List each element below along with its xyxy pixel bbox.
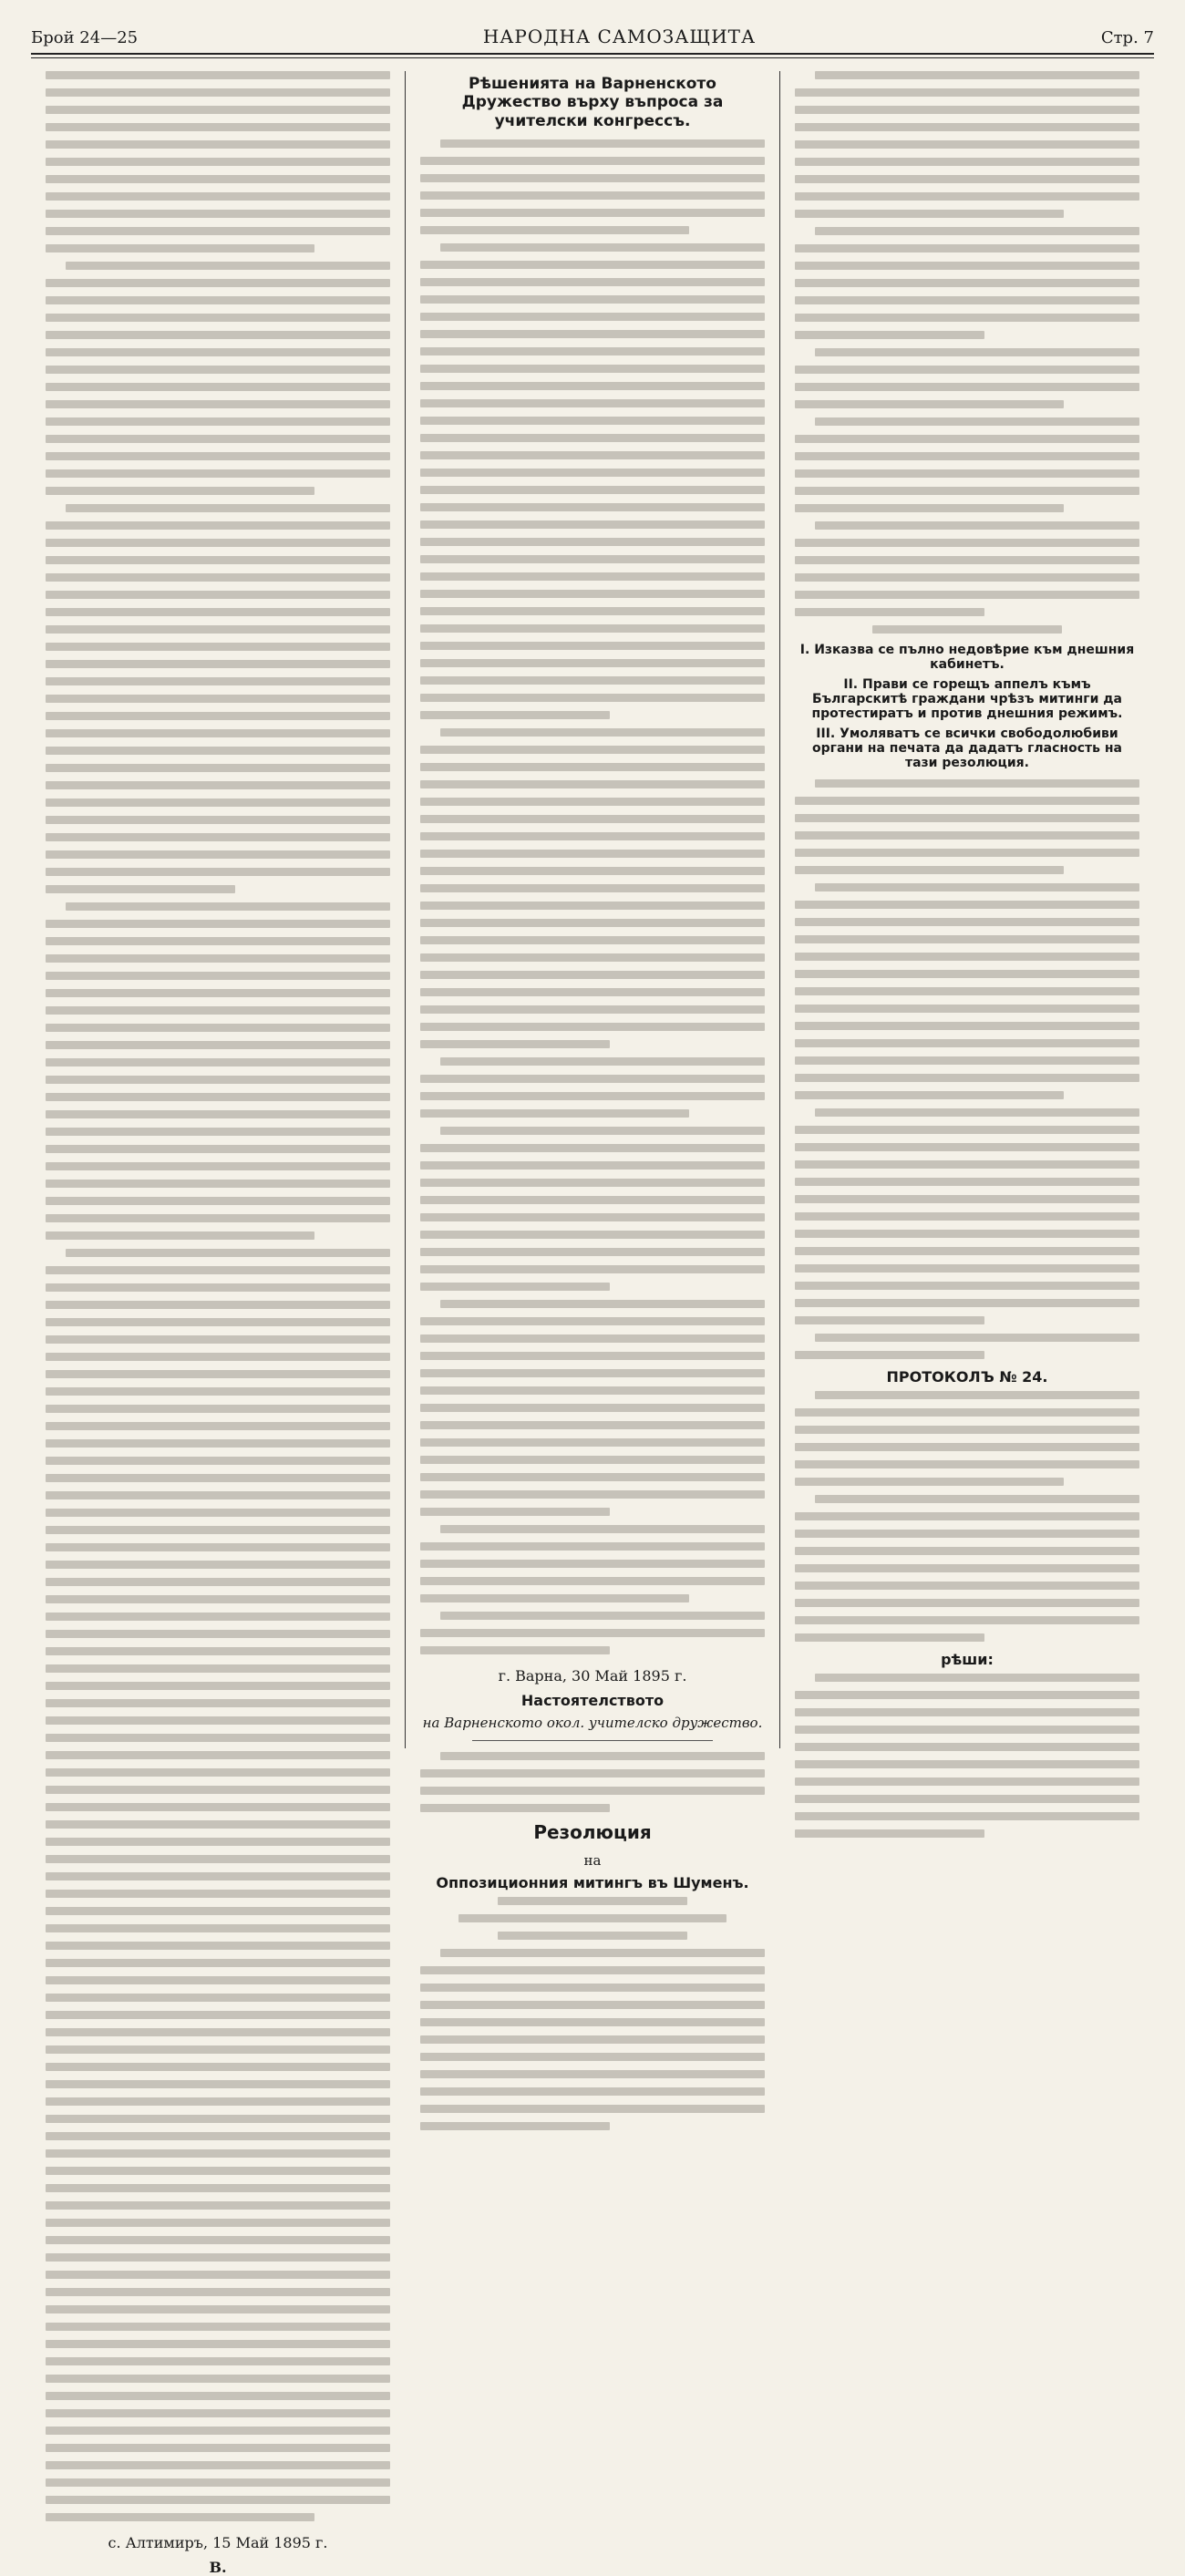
resolution-item: II. Прави се горещъ аппелъ къмъ Българскитѣ граждани чрѣзъ митинги да протестиратъ и против днешния режимъ. — [811, 677, 1123, 721]
sign-date: г. Варна, 30 Май 1895 г. — [498, 1667, 687, 1685]
text-block — [420, 1525, 765, 1602]
column-1 — [31, 71, 405, 2576]
text-block — [795, 417, 1139, 512]
newspaper-title: НАРОДНА САМОЗАЩИТА — [482, 26, 757, 47]
text-block — [795, 625, 1139, 634]
text-block — [795, 1495, 1139, 1642]
text-block — [420, 1949, 765, 2130]
page-number: Стр. 7 — [1100, 28, 1154, 47]
text-block — [420, 1612, 765, 1654]
resolution-title: Резолюция — [533, 1821, 652, 1844]
text-block — [420, 139, 765, 234]
text-block — [46, 504, 390, 893]
resh-heading: рѣши: — [941, 1651, 994, 1668]
sign-org-sub: на Варненското окол. учителско дружество. — [422, 1715, 763, 1732]
text-block — [46, 1249, 390, 2521]
text-block — [420, 1752, 765, 1812]
text-block — [795, 883, 1139, 1099]
author-mark: В. — [209, 2559, 227, 2576]
text-block — [420, 1127, 765, 1291]
sign-org: Настоятелството — [520, 1692, 665, 1710]
text-block — [420, 243, 765, 719]
text-block — [46, 262, 390, 495]
masthead-rule — [31, 57, 1154, 58]
column-3 — [779, 71, 1154, 1748]
text-block — [795, 227, 1139, 339]
masthead — [31, 26, 1154, 55]
text-block — [795, 1391, 1139, 1486]
resolution-na: на — [583, 1852, 602, 1870]
column-2 — [405, 71, 779, 1892]
resolution-item: I. Изказва се пълно недовѣрие към днешния кабинетъ. — [799, 643, 1135, 672]
text-block — [795, 71, 1139, 218]
protocol-title: ПРОТОКОЛЪ № 24. — [886, 1368, 1048, 1386]
text-block — [795, 779, 1139, 874]
resolution-meeting: Оппозиционния митингъ въ Шуменъ. — [436, 1874, 749, 1892]
text-block — [420, 1300, 765, 1516]
issue-number: Брой 24—25 — [31, 28, 139, 47]
text-block — [46, 71, 390, 252]
text-block — [795, 521, 1139, 616]
article-heading: Рѣшенията на Варненското Дружество върху въпроса за учителски конгрессъ. — [461, 75, 724, 130]
text-block — [795, 1334, 1139, 1359]
resolution-item: III. Умоляватъ се всички свободолюбиви органи на печата да дадатъ гласность на тази резолюция. — [812, 726, 1122, 770]
text-block — [795, 348, 1139, 408]
text-block — [420, 1897, 765, 1940]
columns — [31, 71, 1154, 2576]
text-block — [420, 1057, 765, 1118]
divider — [472, 1740, 714, 1741]
text-block — [420, 728, 765, 1048]
text-block — [46, 902, 390, 1240]
resolution-items — [795, 643, 1139, 770]
text-block — [795, 1108, 1139, 1324]
dateline: с. Алтимиръ, 15 Май 1895 г. — [108, 2534, 328, 2551]
text-block — [795, 1674, 1139, 1838]
